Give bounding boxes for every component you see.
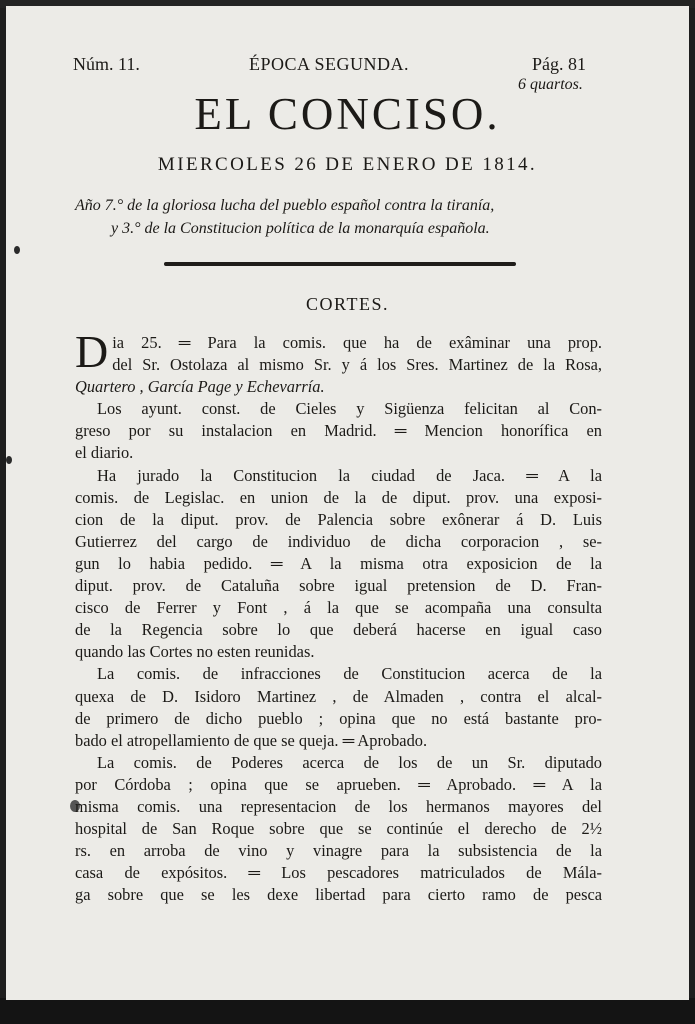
text-line: Ha jurado la Constitucion la ciudad de Jaca. ═ A la [97,465,602,485]
binding-hole [14,246,20,254]
text-line: cion de la diput. prov. de Palencia sobre exônerar á D. Luis [75,509,602,529]
text-line: Quartero , García Page y Echevarría. [75,377,325,397]
text-line: casa de expósitos. ═ Los pescadores matriculados de Mála- [75,863,602,883]
text-line: hospital de San Roque sobre que se continúe el derecho de 2½ [75,819,602,839]
text-line: La comis. de Poderes acerca de los de un Sr. diputado [97,752,602,772]
text-line: cisco de Ferrer y Font , á la que se acompaña una consulta [75,598,602,618]
text-line: el diario. [75,443,134,463]
text-line: ga sobre que se les dexe libertad para cierto ramo de pesca [75,885,602,905]
text-line: por Córdoba ; opina que se aprueben. ═ Aprobado. ═ A la [75,774,602,794]
price: 6 quartos. [518,76,583,93]
article-body [75,326,602,906]
text-line: rs. en arroba de vino y vinagre para la subsistencia de la [75,841,602,861]
text-line: La comis. de infracciones de Constitucion acerca de la [97,664,602,684]
binding-hole [6,456,12,464]
text-line: quexa de D. Isidoro Martinez , de Almaden , contra el alcal- [75,686,602,706]
section-title: CORTES. [306,294,389,314]
issue-number: Núm. 11. [73,54,140,74]
divider-rule [164,262,516,266]
motto-line-2: y 3.° de la Constitucion política de la monarquía española. [111,220,490,237]
epoch-label: ÉPOCA SEGUNDA. [249,54,410,74]
text-line: misma comis. una representacion de los hermanos mayores del [75,796,602,816]
page-number: Pág. 81 [532,54,586,74]
issue-date: MIERCOLES 26 DE ENERO DE 1814. [157,154,538,175]
text-line: del Sr. Ostolaza al mismo Sr. y á los Sres. Martinez de la Rosa, [112,355,602,375]
newspaper-page [6,6,689,1000]
text-line: bado el atropellamiento de que se queja. ═ Aprobado. [75,730,428,750]
scan-bottom-border [0,998,695,1024]
text-line: Gutierrez del cargo de individuo de dicha corporacion , se- [75,531,602,551]
text-line: diput. prov. de Cataluña sobre igual pretension de D. Fran- [75,576,602,596]
text-line: gun lo habia pedido. ═ A la misma otra exposicion de la [75,553,602,573]
text-line: greso por su instalacion en Madrid. ═ Mencion honorífica en [75,421,602,441]
text-line: quando las Cortes no esten reunidas. [75,642,315,662]
motto-line-1: Año 7.° de la gloriosa lucha del pueblo español contra la tiranía, [75,197,495,214]
masthead-title: EL CONCISO. [194,89,501,139]
drop-cap: D [75,326,109,377]
text-line: ia 25. ═ Para la comis. que ha de exâminar una prop. [112,333,602,352]
text-line: comis. de Legislac. en union de la de diput. prov. una exposi- [75,487,602,507]
text-line: Los ayunt. const. de Cieles y Sigüenza felicitan al Con- [97,399,602,419]
text-line: de primero de dicho pueblo ; opina que no está bastante pro- [75,708,602,728]
text-line: de la Regencia sobre lo que deberá hacerse en igual caso [75,620,602,640]
